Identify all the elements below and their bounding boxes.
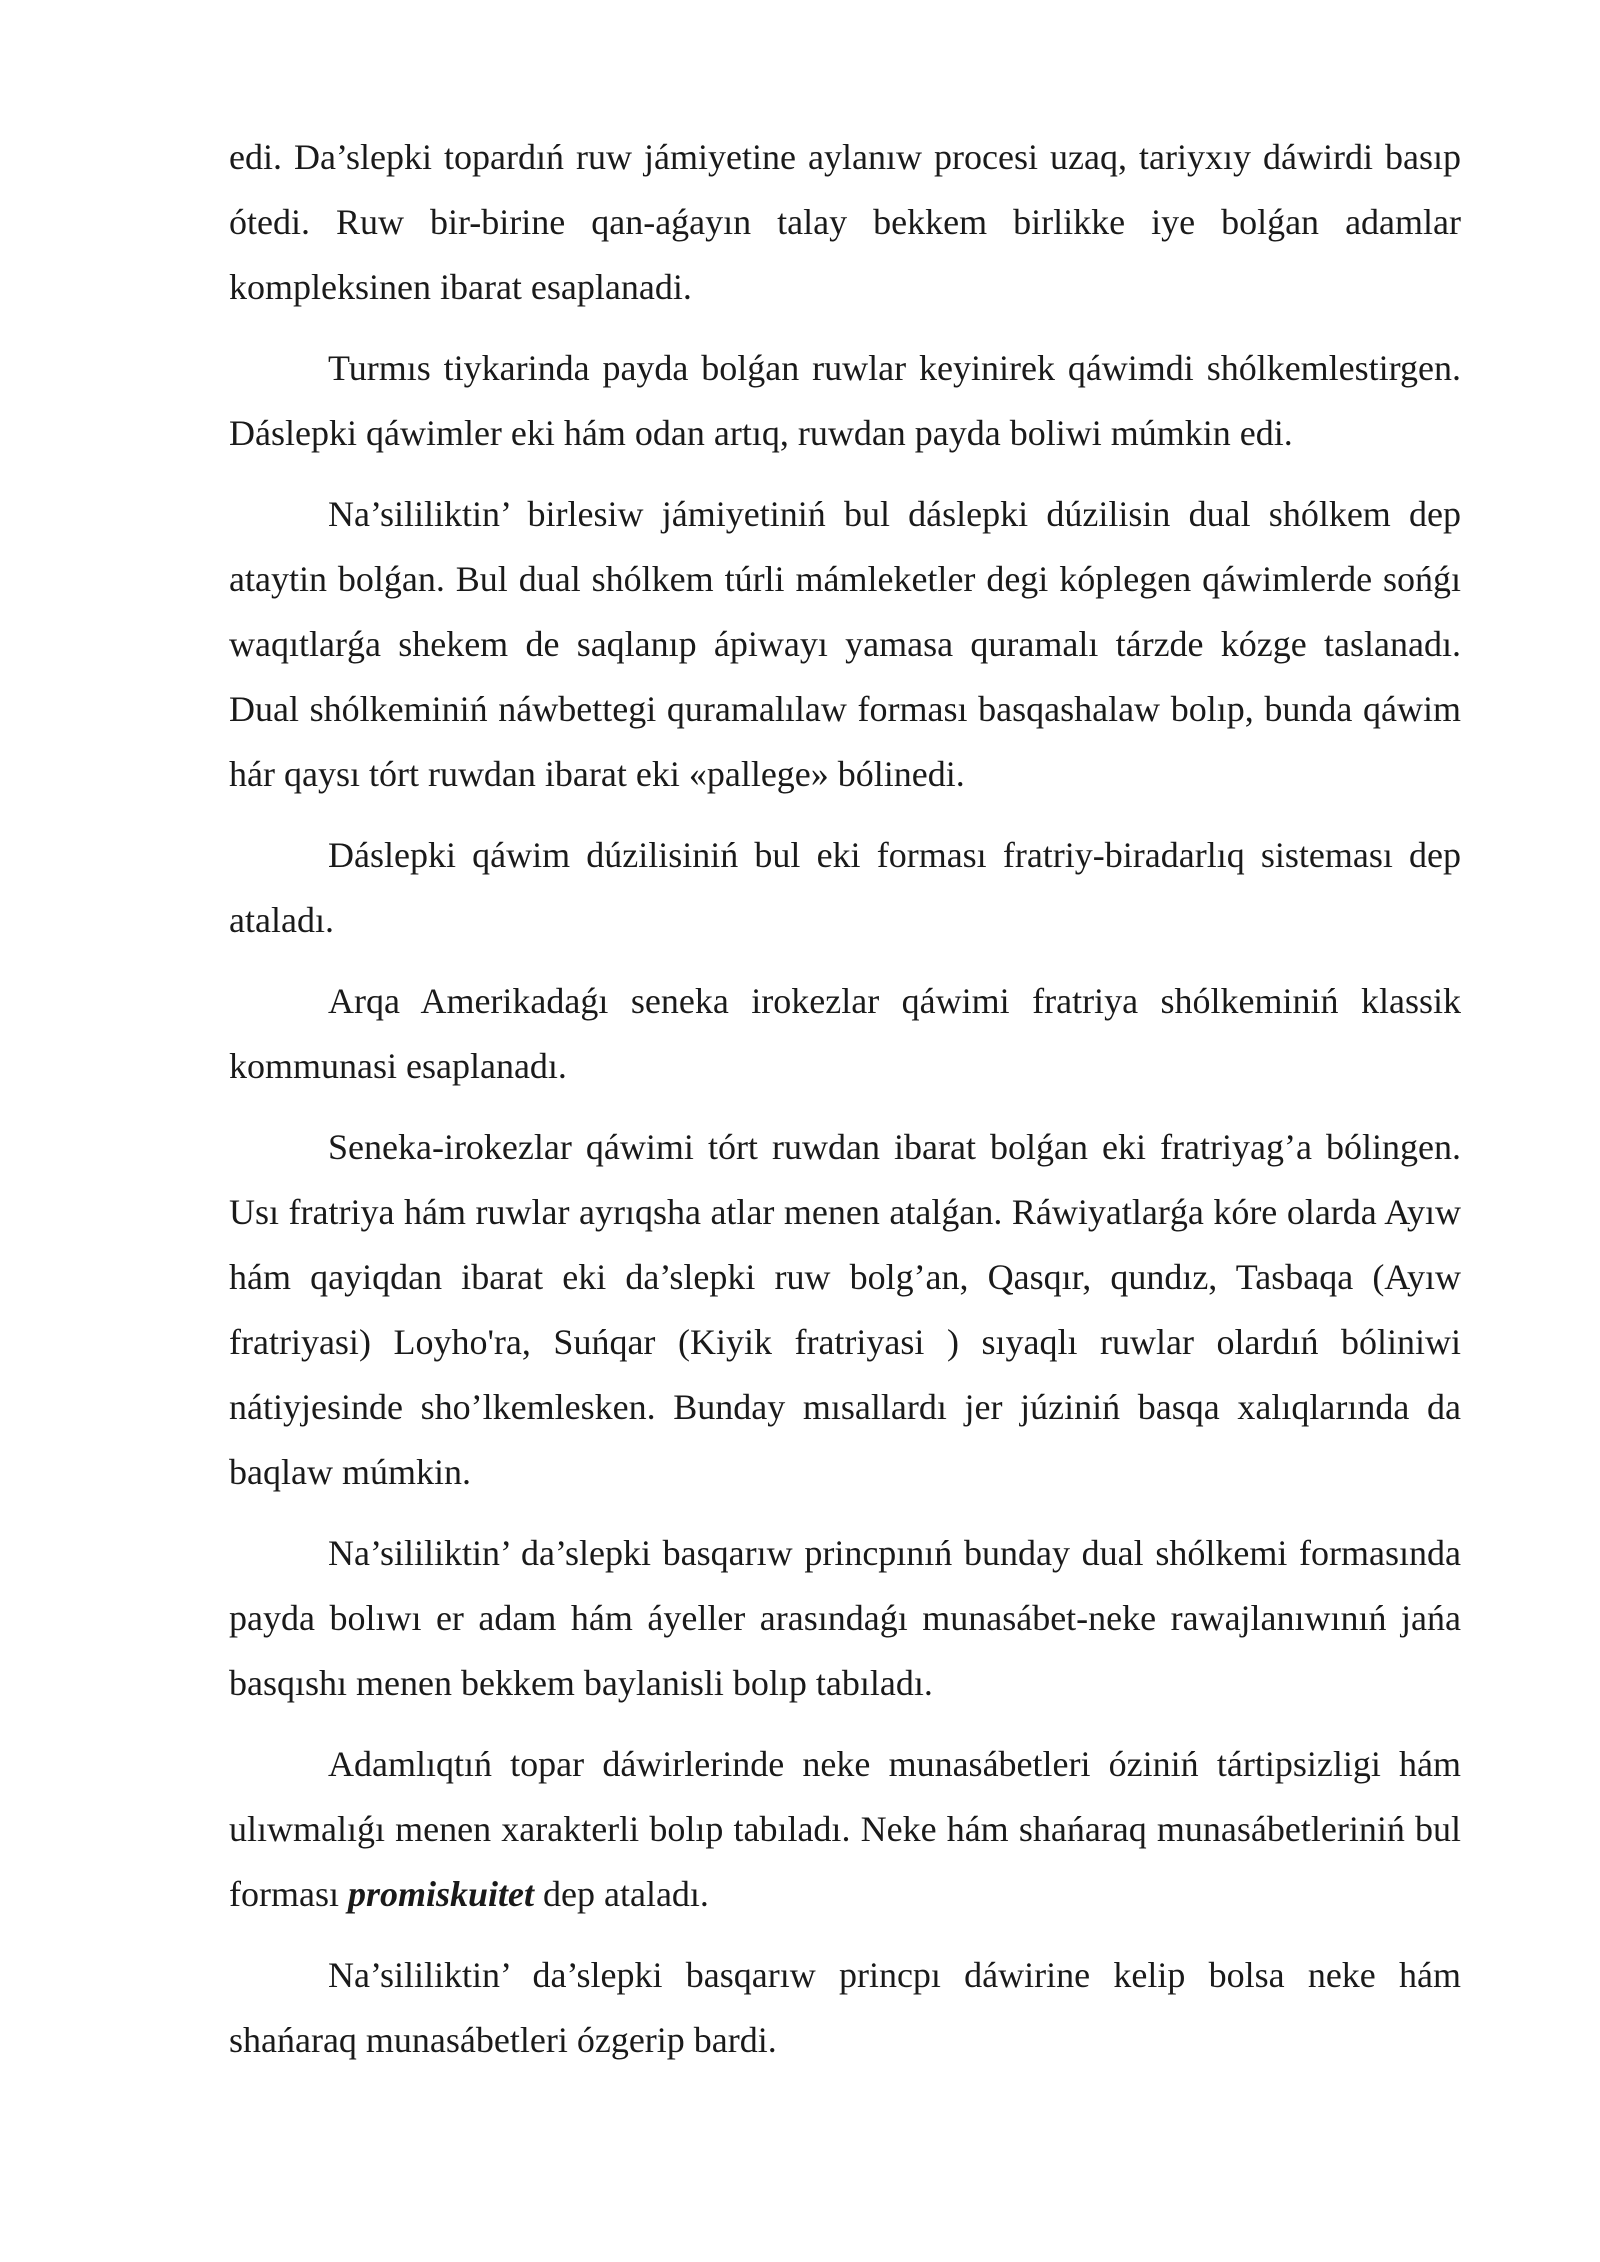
paragraph-9: Na’sililiktin’ da’slepki basqarıw princpı dáwirine kelip bolsa neke hám shańaraq munasábetleri ózgerip bardi. (229, 1955, 1461, 2060)
document-body (229, 125, 1461, 2089)
paragraph-4: Dáslepki qáwim dúzilisiniń bul eki forması fratriy-biradarlıq sisteması dep ataladı. (229, 835, 1461, 940)
term-promiskuitet: promiskuitet (347, 1874, 534, 1914)
paragraph-2: Turmıs tiykarinda payda bolǵan ruwlar keyinirek qáwimdi shólkemlestirgen. Dáslepki qáwimler eki hám odan artıq, ruwdan payda boliwi múmkin edi. (229, 348, 1461, 453)
paragraph-8 (229, 1732, 1461, 1927)
paragraph-3: Na’sililiktin’ birlesiw jámiyetiniń bul dáslepki dúzilisin dual shólkem dep ataytin bolǵan. Bul dual shólkem túrli mámleketler degi kóplegen qáwimlerde sońǵı waqıtlarǵa shekem de saqlanıp ápiwayı yamasa quramalı tárzde kózge taslanadı. Dual shólkeminiń náwbettegi quramalılaw forması basqashalaw bolıp, bunda qáwim hár qaysı tórt ruwdan ibarat eki «pallege» bólinedi. (229, 494, 1461, 794)
paragraph-7: Na’sililiktin’ da’slepki basqarıw princpınıń bunday dual shólkemi formasında payda bolıwı er adam hám áyeller arasındaǵı munasábet-neke rawajlanıwınıń jańa basqıshı menen bekkem baylanisli bolıp tabıladı. (229, 1533, 1461, 1703)
paragraph-6: Seneka-irokezlar qáwimi tórt ruwdan ibarat bolǵan eki fratriyag’a bólingen. Usı fratriya hám ruwlar ayrıqsha atlar menen atalǵan. Ráwiyatlarǵa kóre olarda Ayıw hám qayiqdan ibarat eki da’slepki ruw bolg’an, Qasqır, qundız, Tasbaqa (Ayıw fratriyasi) Loyho'ra, Suńqar (Kiyik fratriyasi ) sıyaqlı ruwlar olardıń bóliniwi nátiyjesinde sho’lkemlesken. Bunday mısallardı jer júziniń basqa xalıqlarında da baqlaw múmkin. (229, 1127, 1461, 1492)
paragraph-8-text-before: Adamlıqtıń topar dáwirlerinde neke munasábetleri óziniń tártipsizligi hám ulıwmalıǵı menen xarakterli bolıp tabıladı. Neke hám shańaraq munasábetleriniń bul forması (229, 1744, 1461, 1914)
paragraph-5: Arqa Amerikadaǵı seneka irokezlar qáwimi fratriya shólkeminiń klassik kommunasi esaplanadı. (229, 981, 1461, 1086)
paragraph-1: edi. Da’slepki topardıń ruw jámiyetine aylanıw procesi uzaq, tariyxıy dáwirdi basıp ótedi. Ruw bir-birine qan-aǵayın talay bekkem birlikke iye bolǵan adamlar kompleksinen ibarat esaplanadi. (229, 137, 1461, 307)
paragraph-8-text-after: dep ataladı. (534, 1874, 709, 1914)
